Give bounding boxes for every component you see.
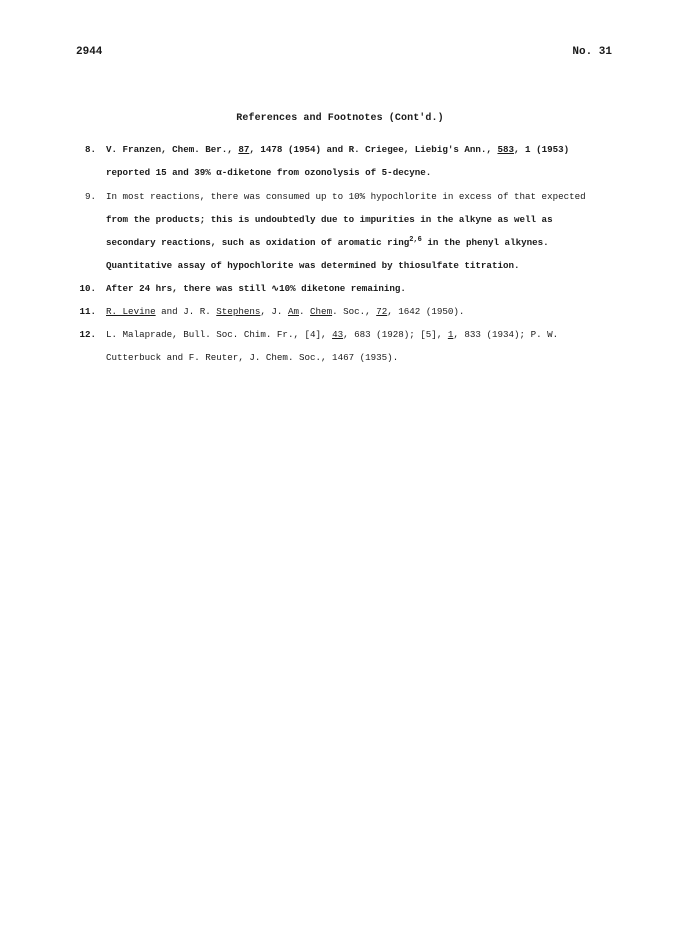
- reference-text: In most reactions, there was consumed up to 10% hypochlorite in excess of that expected from the products; this is undoubtedly due to impurities in the alkyne as well as secondary reactions, such as oxidation of aromatic ring$^{2,6}$ in the phenyl alkynes. Quantitative assay of hypochlorite was determined by thiosulfate titration.: [106, 191, 586, 271]
- reference-number: 11.: [79, 306, 96, 317]
- reference-number: 8.: [84, 144, 96, 155]
- reference-item: [74, 300, 634, 323]
- reference-number: 12.: [79, 329, 96, 340]
- reference-item: [74, 138, 634, 184]
- section-title: References and Footnotes (Cont'd.): [236, 113, 444, 124]
- reference-text: V. Franzen, Chem. Ber., 87, 1478 (1954) and R. Criegee, Liebig's Ann., 583, 1 (1953) reported 15 and 39% α-diketone from ozonolysis of 5-decyne.: [106, 144, 570, 178]
- reference-number: 9.: [84, 191, 96, 202]
- issue-number: No. 31: [572, 46, 612, 58]
- reference-item: [74, 185, 634, 277]
- reference-text: L. Malaprade, Bull. Soc. Chim. Fr., [4], 43, 683 (1928); [5], 1, 833 (1934); P. W. Cutterbuck and F. Reuter, J. Chem. Soc., 1467 (1935).: [106, 329, 559, 363]
- page-number: 2944: [76, 46, 103, 58]
- reference-item: [74, 277, 634, 300]
- reference-number: 10.: [79, 283, 96, 294]
- reference-text: R. Levine and J. R. Stephens, J. Am. Chem. Soc., 72, 1642 (1950).: [106, 306, 465, 317]
- reference-text: After 24 hrs, there was still ∿10% diketone remaining.: [106, 283, 406, 294]
- reference-item: [74, 323, 634, 369]
- reference-list: [74, 138, 634, 369]
